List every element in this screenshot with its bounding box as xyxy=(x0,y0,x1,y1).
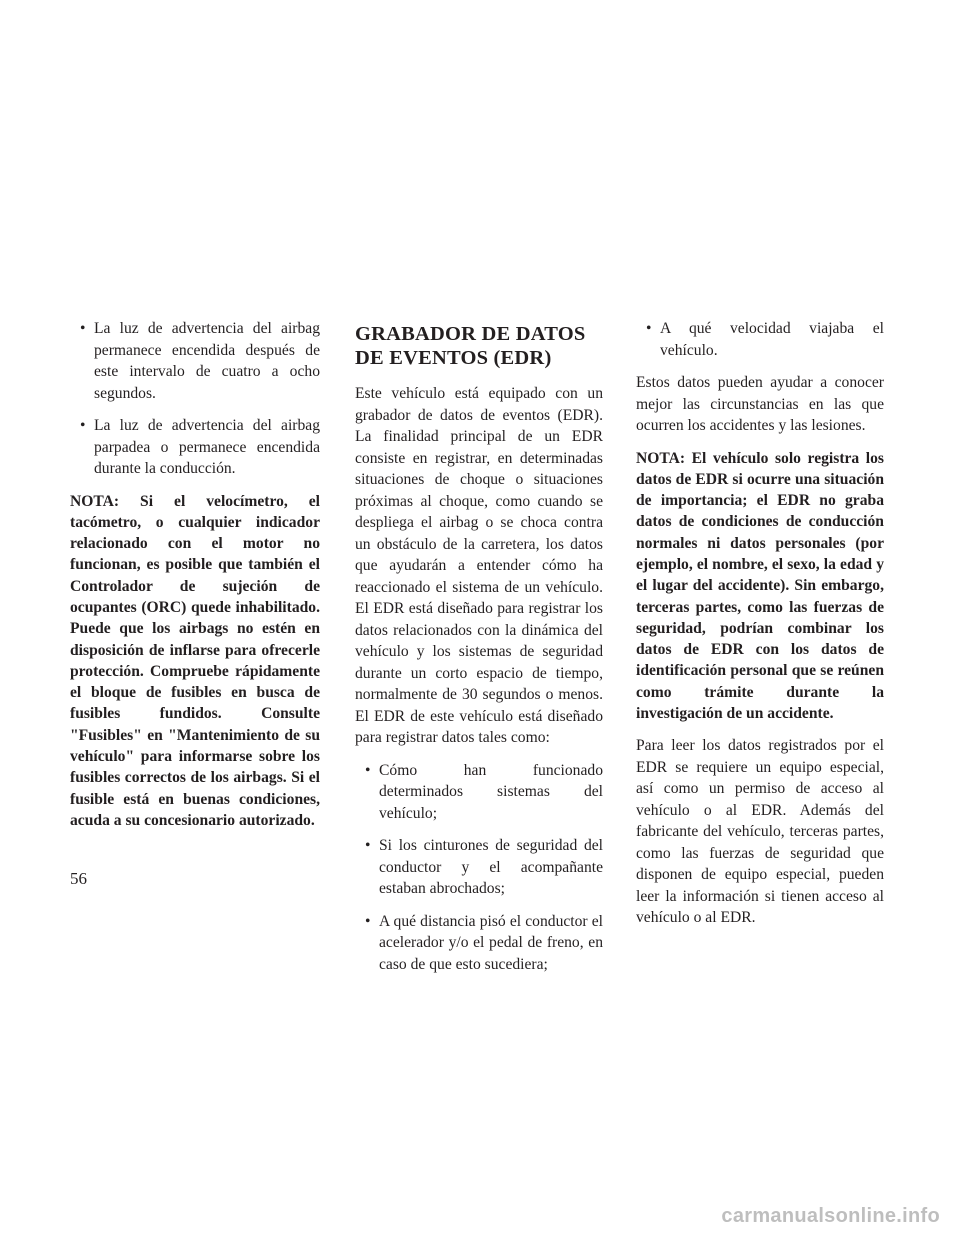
middle-column xyxy=(355,322,603,986)
note-orc-warning: NOTA: Si el velocímetro, el tacómetro, o cualquier indicador relacionado con el motor no funcionan, es posible que también el Controlador de sujeción de ocupantes (ORC) quede inhabilitado. Puede que los airbags no estén en disposición de inflarse para ofrecerle protección. Compruebe rápidamente el bloque de fusibles en busca de fusibles fundidos. Consulte "Fusibles" en "Mantenimiento de su vehículo" para informarse sobre los fusibles correctos de los airbags. Si el fusible está en buenas condiciones, acuda a su concesionario autorizado. xyxy=(70,492,320,829)
bullet-vehicle-speed: • A qué velocidad viajaba el vehículo. xyxy=(636,318,884,361)
section-heading-edr: GRABADOR DE DATOS DE EVENTOS (EDR) xyxy=(355,323,586,369)
page-number: 56 xyxy=(70,869,87,888)
watermark-text: carmanualsonline.info xyxy=(721,1205,940,1227)
bullet-systems-operation: • Cómo han funcionado determinados sistemas del vehículo; xyxy=(355,760,603,825)
edr-intro-paragraph: Este vehículo está equipado con un grabador de datos de eventos (EDR). La finalidad principal de un EDR consiste en registrar, en determinadas situaciones de choque o situaciones próximas al choque, como cuando se despliega el airbag o se choca contra un obstáculo de la carretera, los datos que ayudarán a entender cómo ha reaccionado el sistema de un vehículo. El EDR está diseñado para registrar los datos relacionados con la dinámica del vehículo y los sistemas de seguridad durante un corto espacio de tiempo, normalmente de 30 segundos o menos. El EDR de este vehículo está diseñado para registrar datos tales como: xyxy=(355,385,603,746)
bullet-accelerator-brake: • A qué distancia pisó el conductor el acelerador y/o el pedal de freno, en caso de que esto sucediera; xyxy=(355,911,603,976)
edr-purpose-paragraph: Estos datos pueden ayudar a conocer mejor las circunstancias en las que ocurren los accidentes y las lesiones. xyxy=(636,374,884,434)
note-edr-recording: NOTA: El vehículo solo registra los datos de EDR si ocurre una situación de importancia; el EDR no graba datos de condiciones de conducción normales ni datos personales (por ejemplo, el nombre, el sexo, la edad y el lugar del accidente). Sin embargo, terceras partes, como las fuerzas de seguridad, podrían combinar los datos de EDR con los datos de identificación personal que se reúnen como trámite durante la investigación de un accidente. xyxy=(636,449,884,723)
bullet-airbag-light-blinks: • La luz de advertencia del airbag parpadea o permanece encendida durante la conducción. xyxy=(70,415,320,480)
bullet-seatbelts: • Si los cinturones de seguridad del conductor y el acompañante estaban abrochados; xyxy=(355,835,603,900)
left-column xyxy=(70,318,320,842)
bullet-airbag-light-stays-on: • La luz de advertencia del airbag permanece encendida después de este intervalo de cuatro a ocho segundos. xyxy=(70,318,320,404)
edr-access-paragraph: Para leer los datos registrados por el EDR se requiere un equipo especial, así como un permiso de acceso al vehículo o al EDR. Además del fabricante del vehículo, terceras partes, como las fuerzas de seguridad que disponen de equipo especial, pueden leer la información si tienen acceso al vehículo o al EDR. xyxy=(636,737,884,927)
right-column xyxy=(636,318,884,940)
